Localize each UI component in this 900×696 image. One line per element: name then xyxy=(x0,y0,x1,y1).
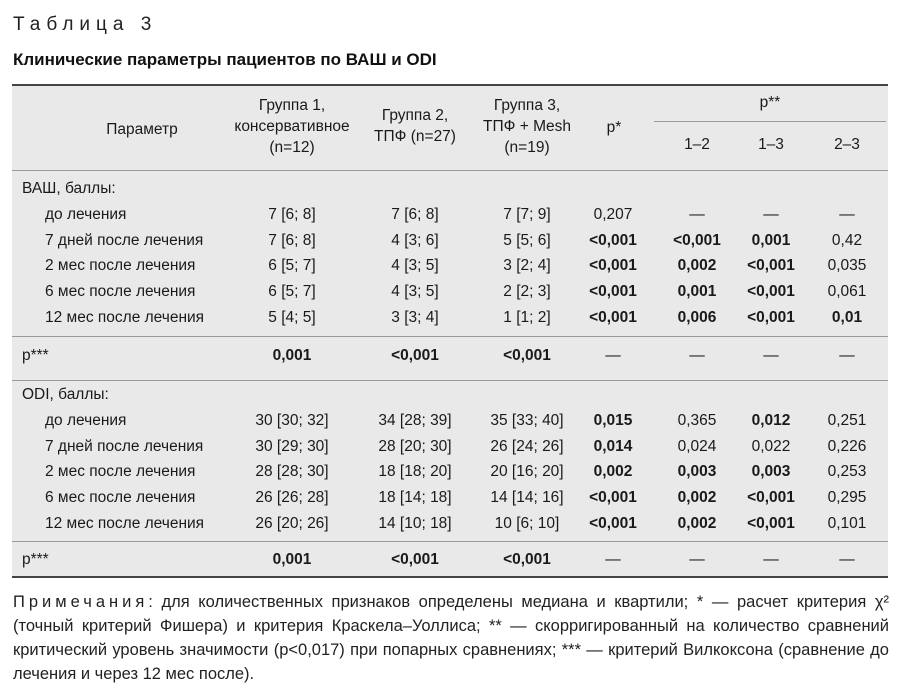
odi-cell-g3: 26 [24; 26] xyxy=(490,437,564,455)
vas-cell-g3: 5 [5; 6] xyxy=(503,231,551,249)
odi-wilcoxon-p23: — xyxy=(839,551,855,568)
vas-cell-g2: 4 [3; 6] xyxy=(391,231,439,249)
vas-wilcoxon-g3: <0,001 xyxy=(503,347,551,364)
vas-cell-g1: 7 [6; 8] xyxy=(268,231,316,249)
header-group3 xyxy=(467,95,587,158)
header-group3-line1: Группа 3, xyxy=(493,97,561,114)
header-p: p* xyxy=(606,119,622,136)
vas-cell-g1: 5 [4; 5] xyxy=(268,309,316,326)
header-group3-line3: (n=19) xyxy=(504,139,550,156)
header-group3-line2: ТПФ + Mesh xyxy=(483,118,571,135)
vas-cell-g3: 3 [2; 4] xyxy=(503,257,551,275)
odi-row-label: 7 дней после лечения xyxy=(45,437,204,455)
vas-cell-p13: <0,001 xyxy=(747,309,795,326)
vas-wilcoxon-p23: — xyxy=(839,347,855,364)
odi-wilcoxon-p: — xyxy=(605,551,621,568)
odi-cell-p12: 0,365 xyxy=(677,411,717,429)
odi-cell-g1: 28 [28; 30] xyxy=(255,463,329,481)
odi-cell-p23: 0,226 xyxy=(827,437,867,455)
odi-cell-g2: 18 [14; 18] xyxy=(378,489,452,507)
odi-cell-g3: 20 [16; 20] xyxy=(490,463,564,481)
vas-cell-p12: 0,006 xyxy=(677,309,717,326)
vas-cell-g1: 6 [5; 7] xyxy=(268,257,316,275)
odi-cell-p23: 0,253 xyxy=(827,463,867,481)
odi-row-label: до лечения xyxy=(45,411,127,429)
odi-cell-g2: 34 [28; 39] xyxy=(378,411,452,429)
vas-cell-g1: 7 [6; 8] xyxy=(268,205,316,223)
header-pair-1-2: 1–2 xyxy=(684,136,710,153)
odi-cell-p23: 0,251 xyxy=(827,411,867,429)
vas-cell-p: <0,001 xyxy=(589,283,637,301)
odi-wilcoxon-g1: 0,001 xyxy=(272,551,312,568)
odi-cell-g1: 26 [26; 28] xyxy=(255,489,329,507)
odi-divider xyxy=(12,541,888,542)
odi-wilcoxon-label: p*** xyxy=(22,551,49,568)
clinical-parameters-table xyxy=(12,84,888,578)
odi-cell-p: 0,015 xyxy=(593,411,633,429)
odi-cell-p23: 0,101 xyxy=(827,515,867,532)
vas-cell-p12: 0,002 xyxy=(677,257,717,275)
vas-cell-p13: <0,001 xyxy=(747,257,795,275)
odi-cell-g3: 35 [33; 40] xyxy=(490,411,564,429)
odi-wilcoxon-g3: <0,001 xyxy=(503,551,551,568)
odi-cell-g2: 28 [20; 30] xyxy=(378,437,452,455)
odi-cell-g3: 14 [14; 16] xyxy=(490,489,564,507)
odi-cell-p: 0,002 xyxy=(593,463,633,481)
vas-divider xyxy=(12,336,888,337)
odi-cell-p13: 0,012 xyxy=(751,411,791,429)
odi-row-label: 12 мес после лечения xyxy=(45,515,205,532)
vas-cell-g3: 1 [1; 2] xyxy=(503,309,551,326)
vas-wilcoxon-p13: — xyxy=(763,347,779,364)
odi-cell-p13: 0,022 xyxy=(751,437,791,455)
header-parameter: Параметр xyxy=(106,121,178,138)
header-underline xyxy=(654,121,886,122)
header-group1-line1: Группа 1, xyxy=(258,97,326,114)
vas-cell-g2: 4 [3; 5] xyxy=(391,283,439,301)
vas-cell-p23: — xyxy=(839,205,855,223)
vas-wilcoxon-g2: <0,001 xyxy=(391,347,439,364)
vas-row-label: 2 мес после лечения xyxy=(45,257,196,275)
vas-cell-p23: 0,42 xyxy=(831,231,863,249)
vas-row-label: 7 дней после лечения xyxy=(45,231,204,249)
vas-row-label: до лечения xyxy=(45,205,127,223)
header-pair-2-3: 2–3 xyxy=(834,136,860,153)
vas-wilcoxon-label: p*** xyxy=(22,347,49,364)
vas-row-label: 6 мес после лечения xyxy=(45,283,196,301)
vas-cell-p13: <0,001 xyxy=(747,283,795,301)
section-divider xyxy=(12,380,888,381)
vas-cell-p23: 0,01 xyxy=(831,309,863,326)
odi-cell-p13: <0,001 xyxy=(747,515,795,532)
vas-cell-p: <0,001 xyxy=(589,257,637,275)
odi-row-label: 6 мес после лечения xyxy=(45,489,196,507)
vas-cell-p13: 0,001 xyxy=(751,231,791,249)
header-pair-1-3: 1–3 xyxy=(758,136,784,153)
header-group2-line1: Группа 2, xyxy=(381,107,449,124)
vas-cell-g1: 6 [5; 7] xyxy=(268,283,316,301)
odi-cell-p12: 0,024 xyxy=(677,437,717,455)
odi-section-label: ODI, баллы: xyxy=(22,386,109,403)
header-group1-line2: консервативное xyxy=(234,118,350,135)
vas-section-label: ВАШ, баллы: xyxy=(22,180,116,197)
odi-wilcoxon-p13: — xyxy=(763,551,779,568)
vas-cell-g3: 7 [7; 9] xyxy=(503,205,551,223)
odi-cell-g1: 26 [20; 26] xyxy=(255,515,329,532)
odi-cell-p: 0,014 xyxy=(593,437,633,455)
odi-cell-p12: 0,002 xyxy=(677,515,717,532)
vas-cell-p13: — xyxy=(763,205,779,223)
odi-cell-g2: 18 [18; 20] xyxy=(378,463,452,481)
vas-cell-p: <0,001 xyxy=(589,309,637,326)
notes-text: : для количественных признаков определены медиана и квартили; * — расчет критерия χ² (точный критерий Фишера) и критерия Краскела–Уоллиса; ** — скорригированный на количество сравнений критический уровень значимости (p<0,017) при попарных сравнениях; *** — критерий Вилкоксона (сравнение до лечения и через 12 мес после). xyxy=(13,593,889,683)
odi-wilcoxon-p12: — xyxy=(689,551,705,568)
vas-row-label: 12 мес после лечения xyxy=(45,309,205,326)
header-group1 xyxy=(217,95,367,158)
odi-wilcoxon-g2: <0,001 xyxy=(391,551,439,568)
vas-cell-p23: 0,035 xyxy=(827,257,867,275)
table-notes xyxy=(13,590,889,686)
odi-cell-p23: 0,295 xyxy=(827,489,867,507)
vas-cell-g2: 7 [6; 8] xyxy=(391,205,439,223)
vas-cell-g2: 3 [3; 4] xyxy=(391,309,439,326)
vas-cell-p12: <0,001 xyxy=(673,231,721,249)
header-p-pairwise: p** xyxy=(759,94,781,111)
odi-cell-p12: 0,002 xyxy=(677,489,717,507)
header-divider xyxy=(12,170,888,171)
odi-row-label: 2 мес после лечения xyxy=(45,463,196,481)
vas-cell-g2: 4 [3; 5] xyxy=(391,257,439,275)
vas-cell-p12: — xyxy=(689,205,705,223)
odi-cell-p13: 0,003 xyxy=(751,463,791,481)
odi-cell-p12: 0,003 xyxy=(677,463,717,481)
odi-cell-p13: <0,001 xyxy=(747,489,795,507)
odi-cell-g3: 10 [6; 10] xyxy=(494,515,560,532)
vas-cell-p: <0,001 xyxy=(589,231,637,249)
odi-cell-g1: 30 [30; 32] xyxy=(255,411,329,429)
header-group2 xyxy=(360,105,470,147)
vas-cell-p23: 0,061 xyxy=(827,283,867,301)
vas-wilcoxon-p: — xyxy=(605,347,621,364)
odi-cell-p: <0,001 xyxy=(589,515,637,532)
vas-wilcoxon-g1: 0,001 xyxy=(272,347,312,364)
odi-cell-p: <0,001 xyxy=(589,489,637,507)
vas-cell-g3: 2 [2; 3] xyxy=(503,283,551,301)
vas-cell-p12: 0,001 xyxy=(677,283,717,301)
header-group2-line2: ТПФ (n=27) xyxy=(374,128,456,145)
notes-lead: Примечания xyxy=(13,593,149,611)
table-label: Таблица 3 xyxy=(13,14,158,35)
odi-cell-g2: 14 [10; 18] xyxy=(378,515,452,532)
table-title: Клинические параметры пациентов по ВАШ и ODI xyxy=(13,50,437,69)
vas-wilcoxon-p12: — xyxy=(689,347,705,364)
header-group1-line3: (n=12) xyxy=(269,139,315,156)
vas-cell-p: 0,207 xyxy=(593,205,633,223)
odi-cell-g1: 30 [29; 30] xyxy=(255,437,329,455)
